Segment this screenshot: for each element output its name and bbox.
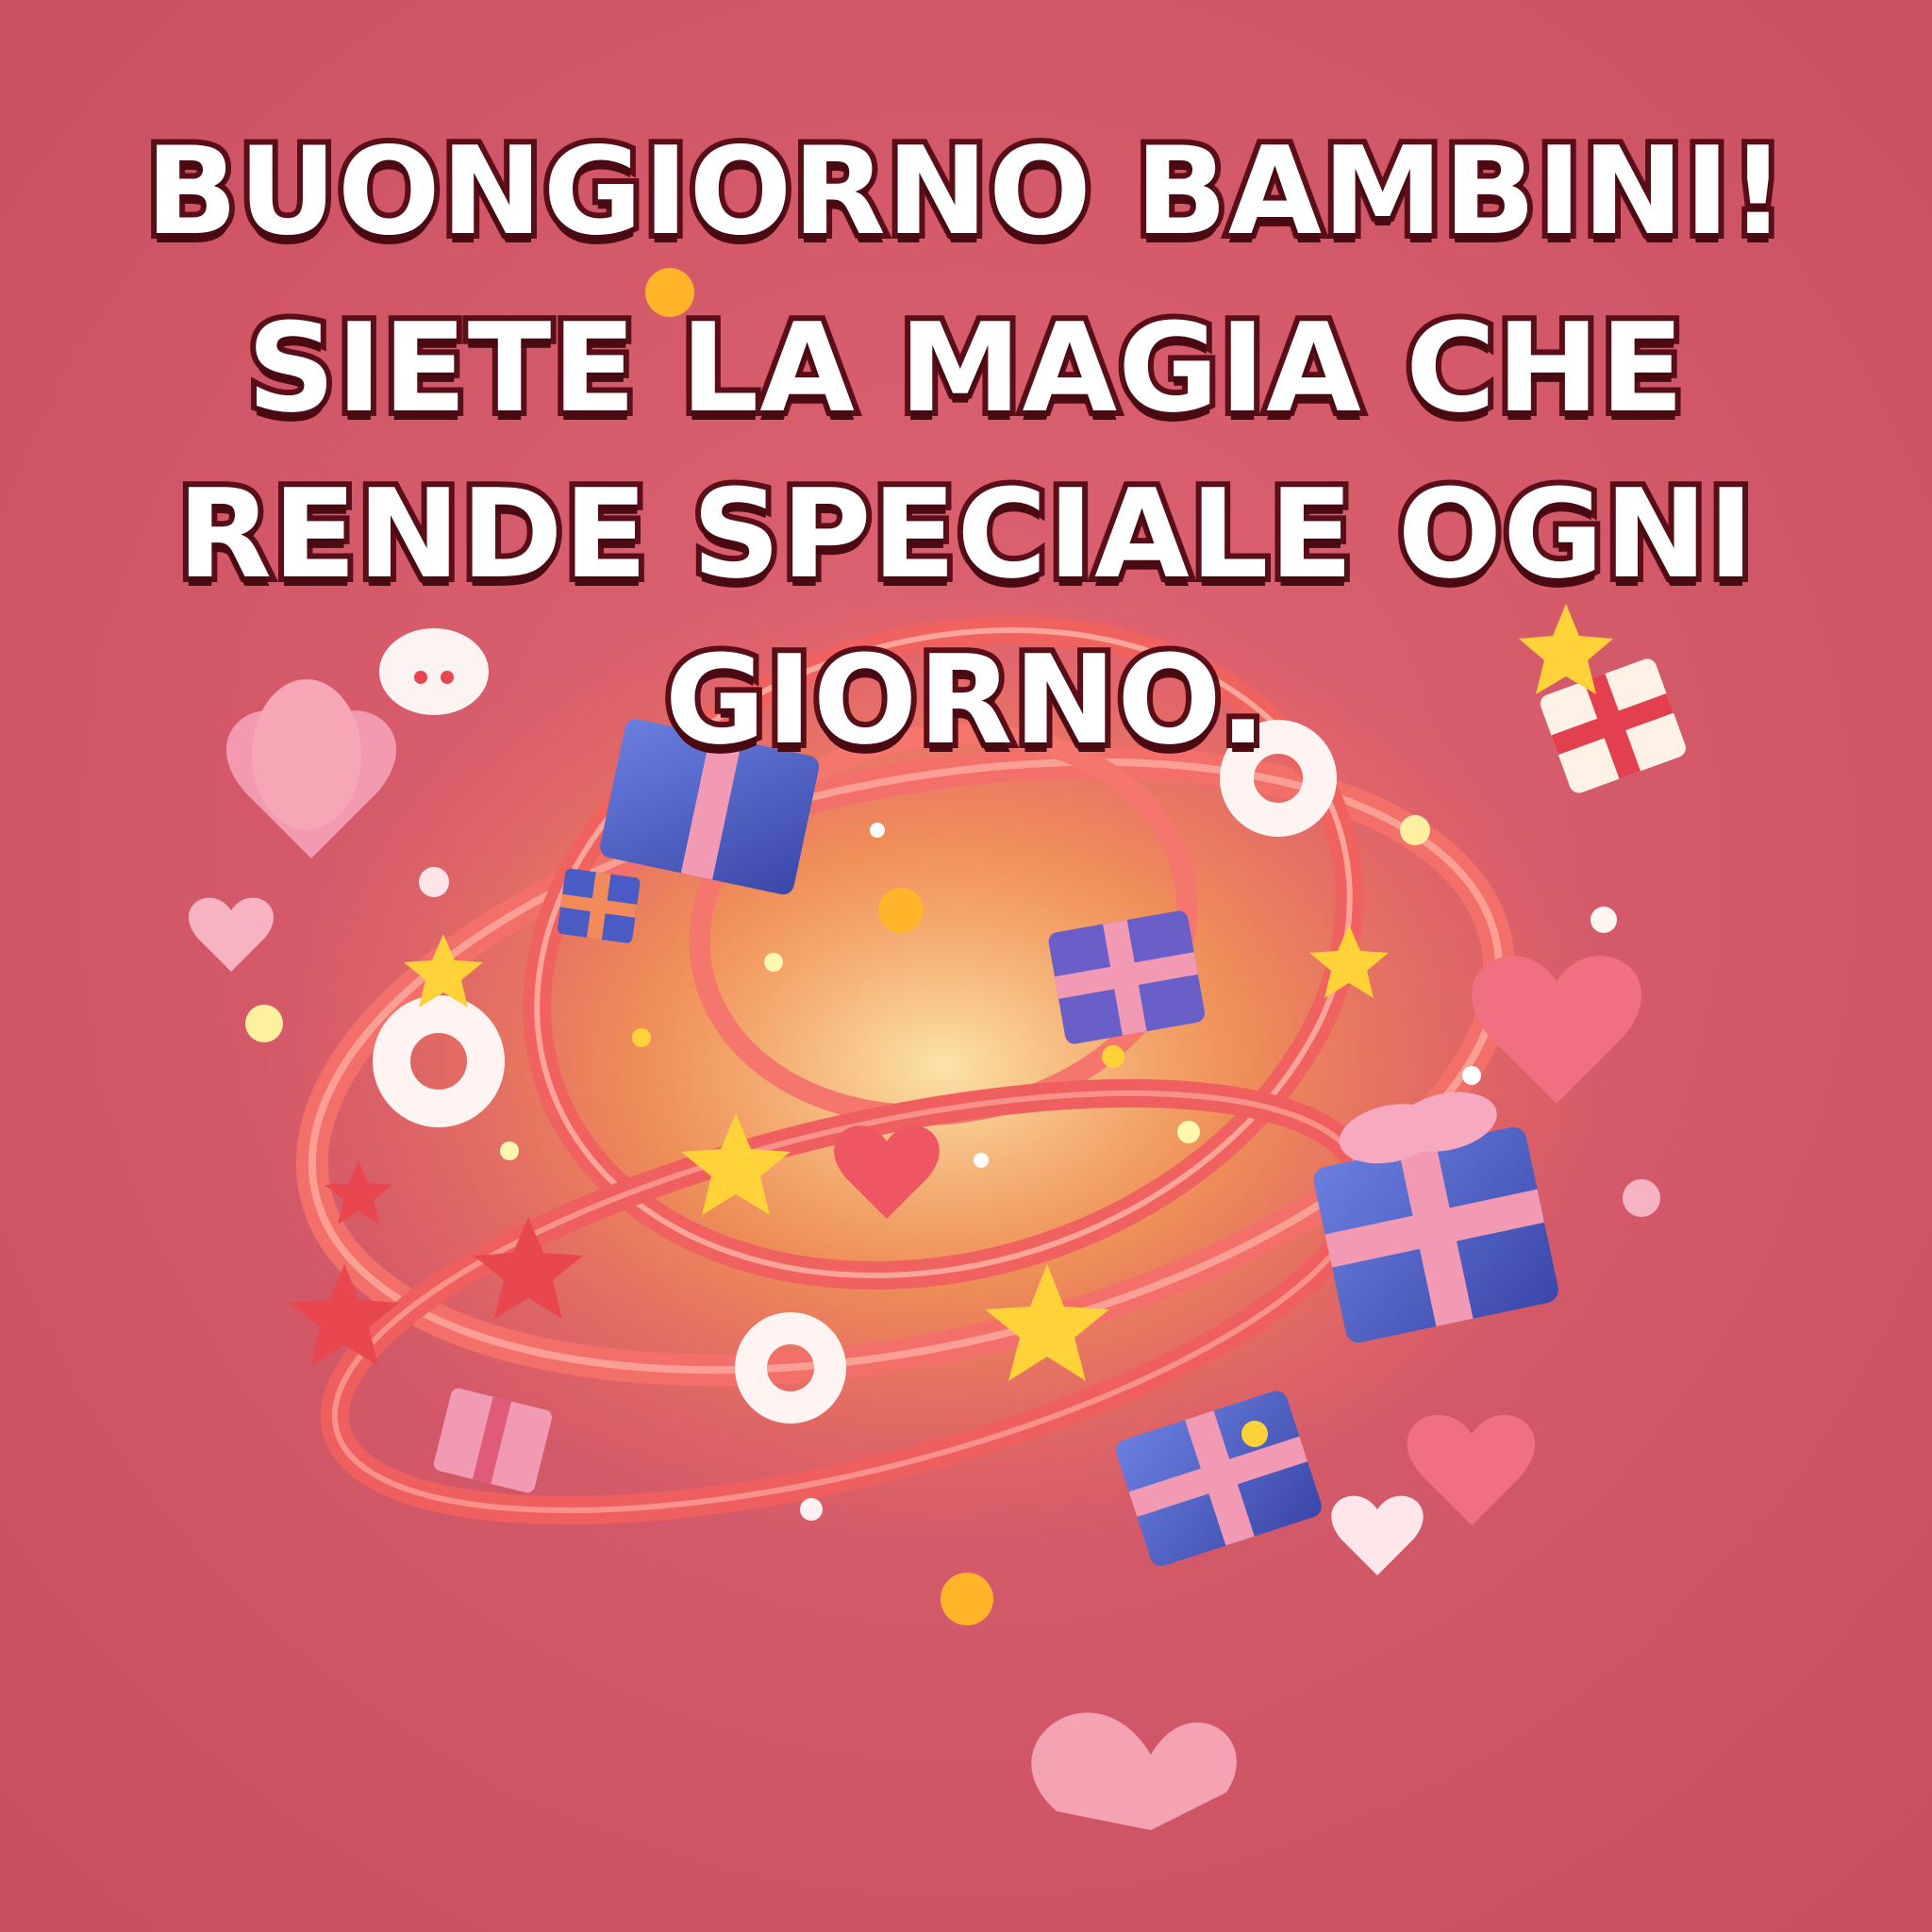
greeting-text xyxy=(0,113,1932,783)
greeting-message: SIETE LA MAGIA CHE RENDE SPECIALE OGNI GIORNO. xyxy=(176,296,1756,772)
greeting-title: BUONGIORNO BAMBINI! xyxy=(145,122,1787,262)
